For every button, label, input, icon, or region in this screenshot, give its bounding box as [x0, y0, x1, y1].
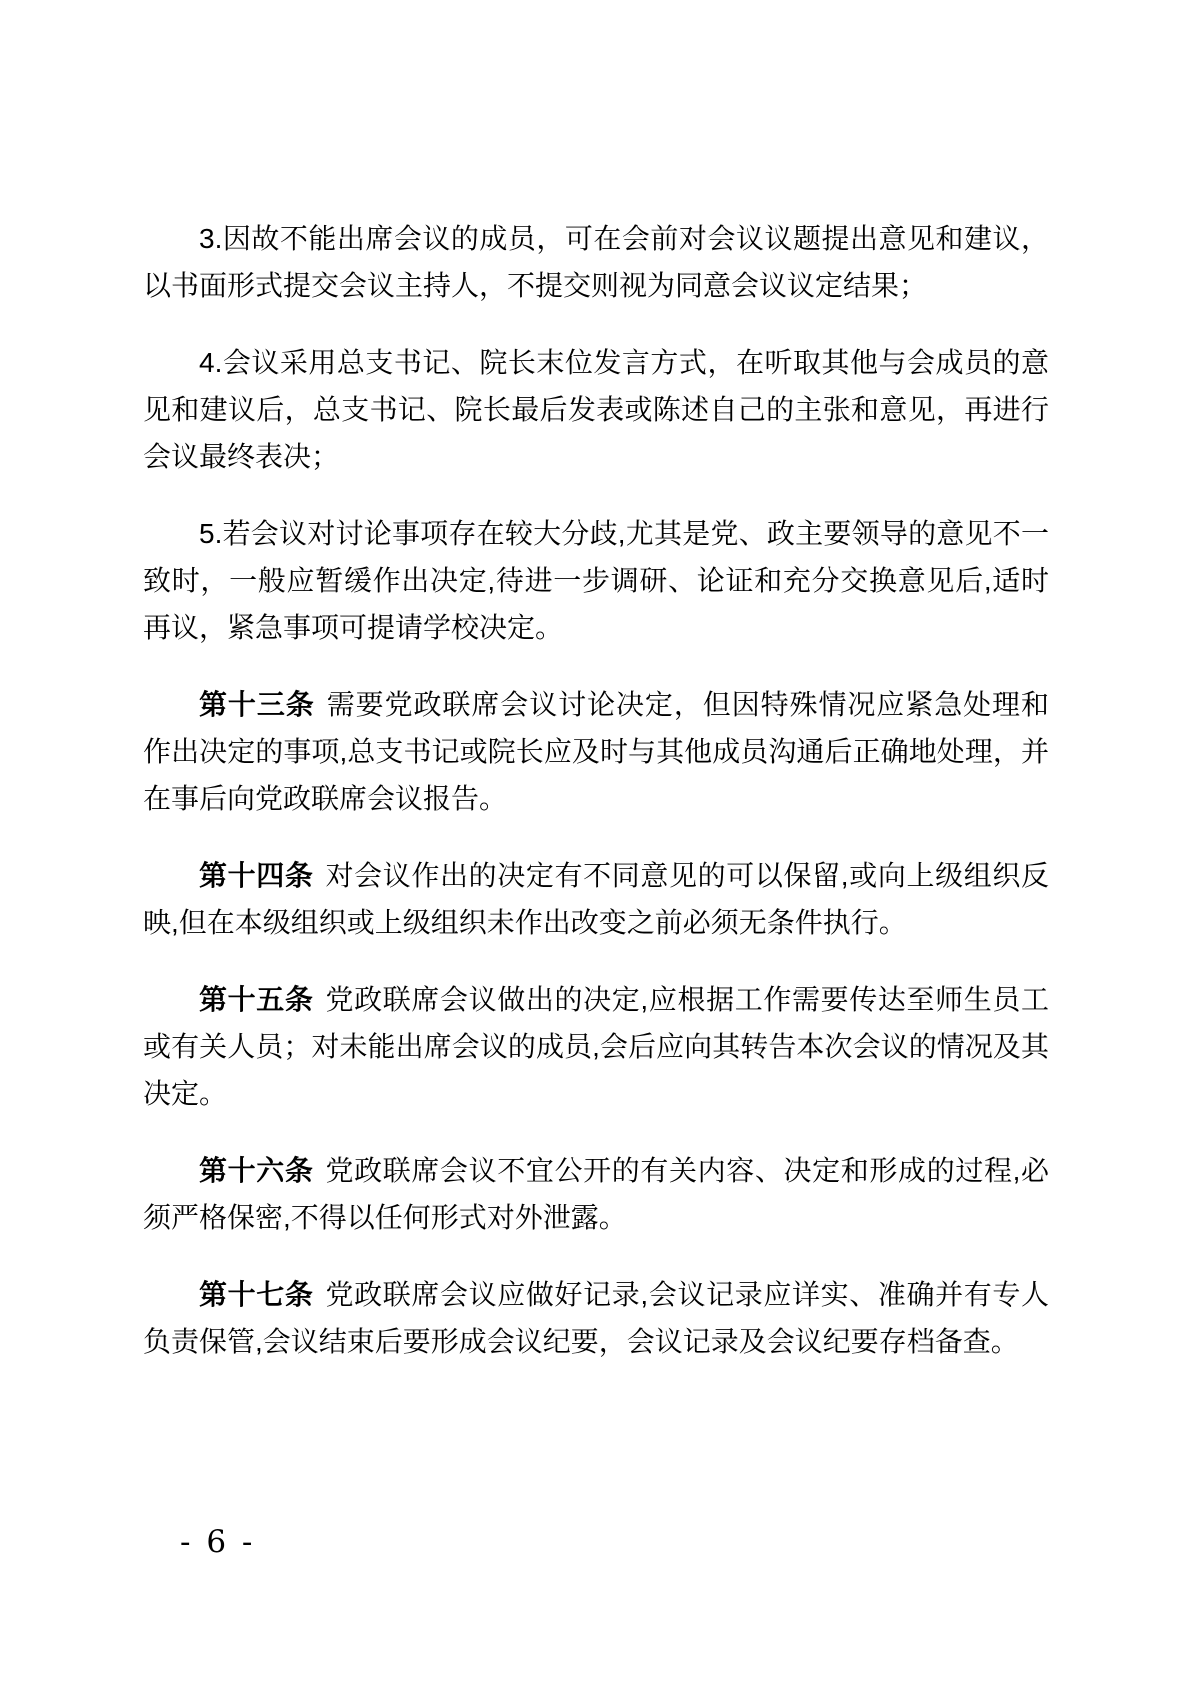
paragraph-text: 4.会议采用总支书记、院长末位发言方式，在听取其他与会成员的意见和建议后，总支书记、院长最后发表或陈述自己的主张和意见，再进行会议最终表决；: [143, 347, 1049, 472]
paragraph: [143, 1271, 1049, 1365]
paragraph: [143, 339, 1049, 480]
paragraph-text: 3.因故不能出席会议的成员，可在会前对会议议题提出意见和建议，以书面形式提交会议主持人，不提交则视为同意会议议定结果；: [143, 223, 1049, 301]
paragraph: [143, 976, 1049, 1117]
article-label: 第十六条: [199, 1155, 314, 1186]
document-body: [143, 215, 1049, 1365]
paragraph-text: 5.若会议对讨论事项存在较大分歧,尤其是党、政主要领导的意见不一致时，一般应暂缓作出决定,待进一步调研、论证和充分交换意见后,适时再议，紧急事项可提请学校决定。: [143, 518, 1049, 643]
paragraph: [143, 852, 1049, 946]
page-number: - 6 -: [180, 1524, 256, 1560]
article-label: 第十七条: [199, 1279, 314, 1310]
article-label: 第十四条: [199, 860, 314, 891]
paragraph-text: 对会议作出的决定有不同意见的可以保留,或向上级组织反映,但在本级组织或上级组织未作出改变之前必须无条件执行。: [143, 860, 1049, 938]
paragraph: [143, 1147, 1049, 1241]
paragraph: [143, 681, 1049, 822]
paragraph-text: 党政联席会议不宜公开的有关内容、决定和形成的过程,必须严格保密,不得以任何形式对外泄露。: [143, 1155, 1049, 1233]
paragraph: [143, 215, 1049, 309]
article-label: 第十五条: [199, 984, 314, 1015]
paragraph-text: 需要党政联席会议讨论决定，但因特殊情况应紧急处理和作出决定的事项,总支书记或院长应及时与其他成员沟通后正确地处理，并在事后向党政联席会议报告。: [143, 689, 1049, 814]
article-label: 第十三条: [199, 689, 315, 720]
paragraph-text: 党政联席会议应做好记录,会议记录应详实、准确并有专人负责保管,会议结束后要形成会议纪要，会议记录及会议纪要存档备查。: [143, 1279, 1049, 1357]
paragraph: [143, 510, 1049, 651]
paragraph-text: 党政联席会议做出的决定,应根据工作需要传达至师生员工或有关人员；对未能出席会议的成员,会后应向其转告本次会议的情况及其决定。: [143, 984, 1049, 1109]
